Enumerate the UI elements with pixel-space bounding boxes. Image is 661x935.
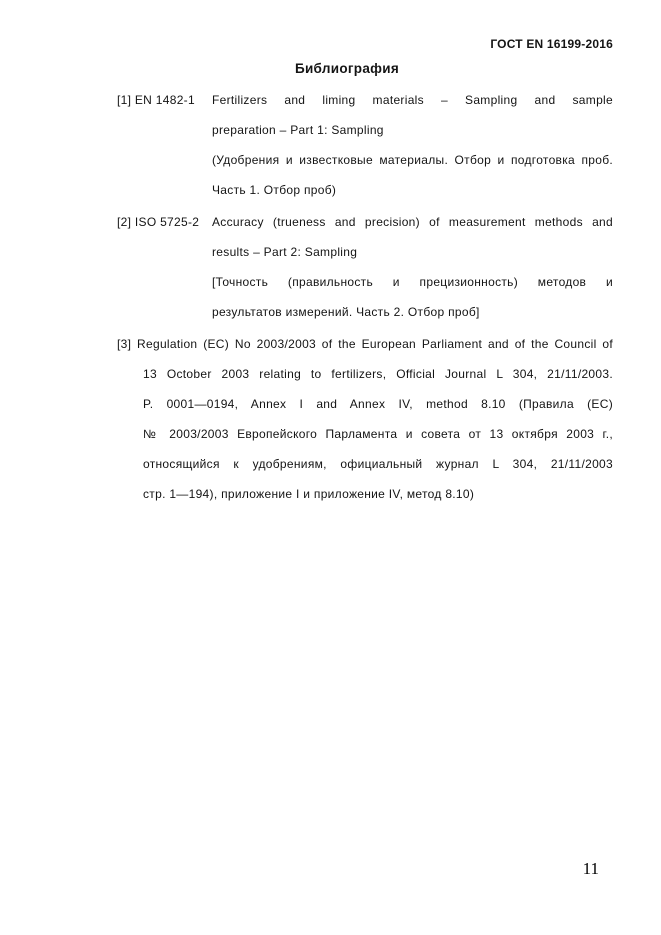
entry-1-line: Часть 1. Отбор проб) [212, 183, 337, 197]
page-number: 11 [582, 859, 599, 878]
bibliography-entry-1 [117, 85, 613, 205]
entry-3-line: P. 0001—0194, Annex I and Annex IV, method 8.10 (Правила (ЕС) [143, 397, 613, 411]
entry-2-line: [Точность (правильность и прецизионность) методов и [212, 275, 613, 289]
entry-3-line: 13 October 2003 relating to fertilizers, Official Journal L 304, 21/11/2003. [143, 367, 613, 381]
entry-2-line: results – Part 2: Sampling [212, 245, 358, 259]
entry-3-line: № 2003/2003 Европейского Парламента и совета от 13 октября 2003 г., [143, 427, 613, 441]
bibliography-section [117, 85, 613, 509]
entry-2-label: [2] ISO 5725-2 [117, 215, 200, 229]
bibliography-entry-2 [117, 207, 613, 327]
page-title: Библиография [294, 61, 400, 76]
entry-1-line: Fertilizers and liming materials – Sampling and sample [212, 93, 613, 107]
entry-3-line: [3] Regulation (EC) No 2003/2003 of the European Parliament and of the Council of [117, 337, 613, 351]
entry-3-line: относящийся к удобрениям, официальный журнал L 304, 21/11/2003 [143, 457, 613, 471]
bibliography-entry-3 [117, 329, 613, 509]
entry-2-line: Accuracy (trueness and precision) of measurement methods and [212, 215, 613, 229]
entry-2-body [212, 207, 613, 327]
entry-1-line: preparation – Part 1: Sampling [212, 123, 384, 137]
entry-2-line: результатов измерений. Часть 2. Отбор проб] [212, 305, 480, 319]
document-header: ГОСТ EN 16199-2016 [490, 37, 613, 51]
entry-1-body [212, 85, 613, 205]
entry-3-body [117, 329, 613, 509]
entry-1-line: (Удобрения и известковые материалы. Отбор и подготовка проб. [212, 153, 613, 167]
entry-1-label: [1] EN 1482-1 [117, 93, 195, 107]
entry-3-line: стр. 1—194), приложение I и приложение IV, метод 8.10) [143, 487, 475, 501]
